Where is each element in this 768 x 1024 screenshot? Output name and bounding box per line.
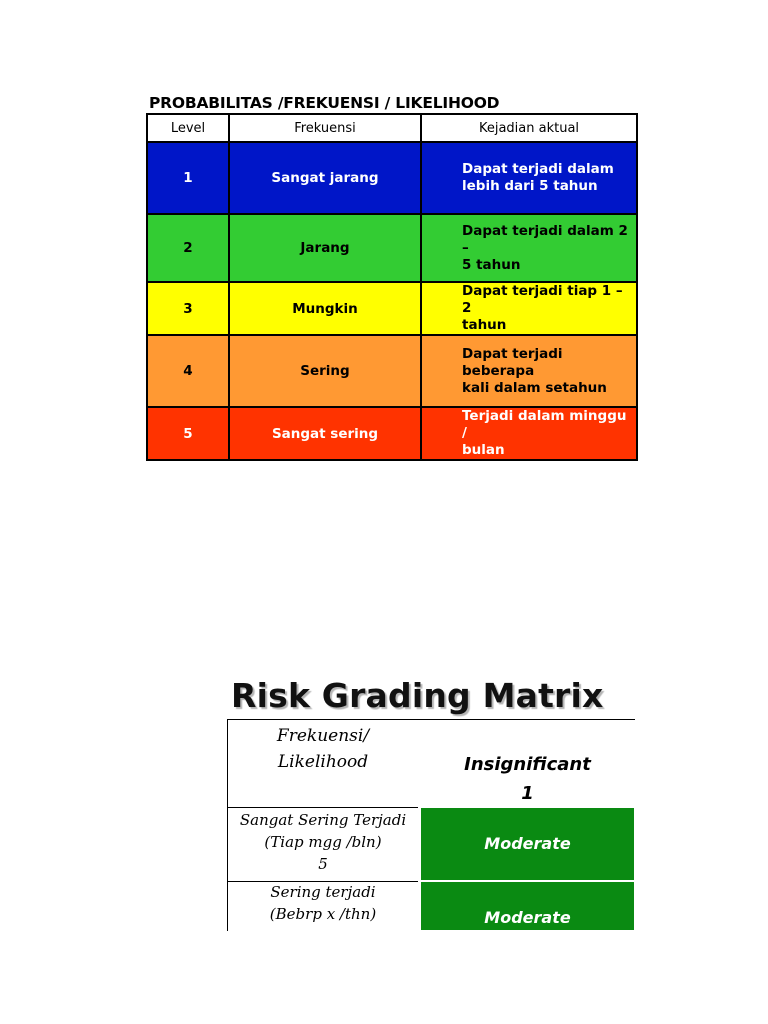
- likelihood-table: [146, 113, 638, 461]
- likelihood-row-3: [147, 282, 637, 335]
- actual-event-cell: [421, 142, 637, 214]
- frequency-likelihood-header: [228, 720, 418, 806]
- likelihood-row-5: [147, 407, 637, 460]
- matrix-row-label-5: [228, 809, 418, 881]
- frequency-cell: Sangat jarang: [229, 142, 421, 214]
- level-cell: 2: [147, 214, 229, 282]
- likelihood-row-1: [147, 142, 637, 214]
- level-cell: 5: [147, 407, 229, 460]
- likelihood-row-4: [147, 335, 637, 407]
- actual-event-cell: [421, 335, 637, 407]
- actual-event-cell: [421, 282, 637, 335]
- desc-line: Dapat terjadi dalam: [462, 161, 614, 177]
- frequency-cell: Mungkin: [229, 282, 421, 335]
- frequency-cell: Jarang: [229, 214, 421, 282]
- desc-line: lebih dari 5 tahun: [462, 178, 598, 194]
- desc-line: Dapat terjadi tiap 1 – 2: [462, 283, 623, 316]
- desc-line: Terjadi dalam minggu /: [462, 408, 627, 441]
- matrix-row-label-4: [228, 881, 418, 931]
- actual-event-cell: [421, 407, 637, 460]
- likelihood-header-row: [147, 114, 637, 142]
- risk-matrix-title: Risk Grading Matrix: [231, 676, 604, 715]
- header-line: Likelihood: [277, 752, 369, 772]
- row-label-line: (Tiap mgg /bln): [264, 833, 382, 851]
- row-divider: [228, 807, 418, 808]
- desc-line: Dapat terjadi dalam 2 –: [462, 222, 628, 256]
- likelihood-row-2: [147, 214, 637, 282]
- desc-line: kali dalam setahun: [462, 379, 607, 396]
- row-label-line: (Bebrp x /thn): [269, 905, 377, 923]
- level-cell: 1: [147, 142, 229, 214]
- header-actual-event: Kejadian aktual: [421, 114, 637, 142]
- level-cell: 3: [147, 282, 229, 335]
- impact-label: Insignificant: [464, 754, 591, 775]
- header-line: Frekuensi/: [276, 726, 370, 746]
- row-label-line: Sangat Sering Terjadi: [239, 811, 407, 829]
- header-frequency: Frekuensi: [229, 114, 421, 142]
- grade-cell: Moderate: [421, 808, 634, 880]
- desc-line: bulan: [462, 442, 505, 458]
- row-label-line: 5: [318, 855, 328, 873]
- desc-line: tahun: [462, 317, 507, 333]
- row-label-line: Sering terjadi: [270, 883, 376, 901]
- likelihood-title: PROBABILITAS /FREKUENSI / LIKELIHOOD: [149, 94, 500, 112]
- impact-score: 1: [521, 783, 534, 804]
- frequency-cell: Sangat sering: [229, 407, 421, 460]
- frequency-cell: Sering: [229, 335, 421, 407]
- desc-line: 5 tahun: [462, 256, 521, 273]
- actual-event-cell: [421, 214, 637, 282]
- impact-header-insignificant: [420, 720, 635, 806]
- level-cell: 4: [147, 335, 229, 407]
- header-level: Level: [147, 114, 229, 142]
- desc-line: Dapat terjadi beberapa: [462, 345, 563, 379]
- grade-cell: Moderate: [421, 882, 634, 930]
